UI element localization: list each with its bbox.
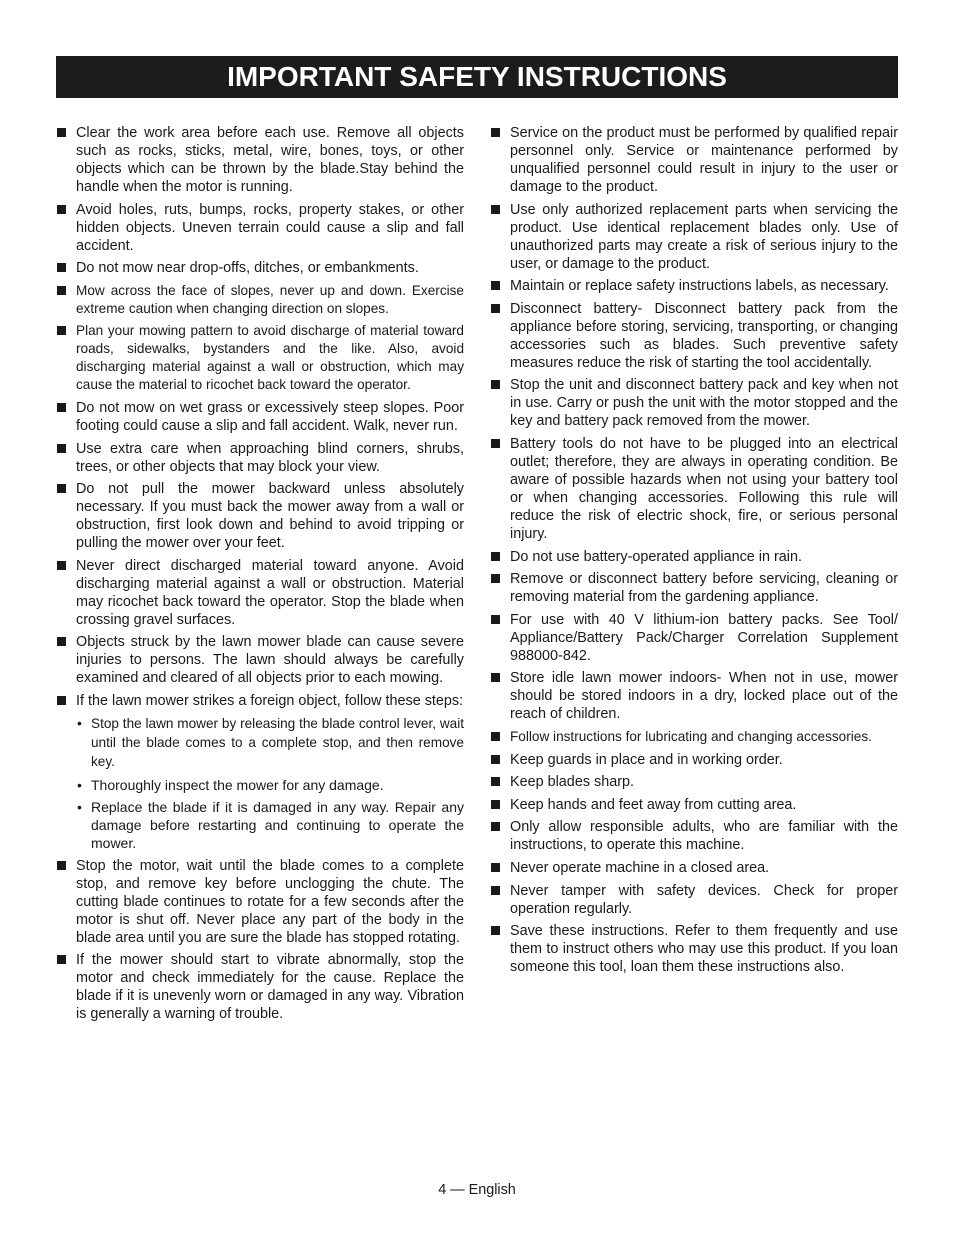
list-item: Objects struck by the lawn mower blade can cause severe injuries to persons. The lawn should always be carefully examined and cleared of all objects prior to each mowing. (56, 633, 464, 687)
square-bullet-icon (57, 286, 66, 295)
list-item: Keep blades sharp. (490, 773, 898, 791)
list-item: Store idle lawn mower indoors- When not in use, mower should be stored indoors in a dry, locked place out of the reach of children. (490, 669, 898, 723)
left-column (56, 124, 464, 1028)
list-item: Stop the motor, wait until the blade comes to a complete stop, and remove key before unclogging the chute. The cutting blade continues to rotate for a few seconds after the motor is shut off. Never place any part of the body in the blade area until you are sure the blade has stopped rotating. (56, 857, 464, 947)
list-item: Battery tools do not have to be plugged into an electrical outlet; therefore, they are always in operating condition. Be aware of possible hazards when not using your battery tool or when changing accessories. Following this rule will reduce the risk of electric shock, fire, or serious personal injury. (490, 435, 898, 543)
square-bullet-icon (57, 205, 66, 214)
square-bullet-icon (57, 637, 66, 646)
list-item: Keep hands and feet away from cutting area. (490, 796, 898, 814)
square-bullet-icon (491, 800, 500, 809)
list-item: Plan your mowing pattern to avoid discharge of material toward roads, sidewalks, bystanders and the like. Also, avoid discharging material against a wall or obstruction, which may cause the material to ricochet back toward the operator. (56, 322, 464, 394)
right-instruction-list (490, 124, 898, 976)
list-item: Use extra care when approaching blind corners, shrubs, trees, or other objects that may block your view. (56, 440, 464, 476)
list-item: Avoid holes, ruts, bumps, rocks, property stakes, or other hidden objects. Uneven terrain could cause a slip and fall accident. (56, 201, 464, 255)
square-bullet-icon (491, 732, 500, 741)
sub-list-item: • Replace the blade if it is damaged in any way. Repair any damage before restarting and continuing to operate the mower. (77, 799, 464, 852)
square-bullet-icon (57, 955, 66, 964)
square-bullet-icon (491, 886, 500, 895)
square-bullet-icon (491, 304, 500, 313)
round-bullet-icon: • (77, 799, 82, 816)
right-column (490, 124, 898, 981)
list-item: Use only authorized replacement parts when servicing the product. Use identical replacement blades only. Use of unauthorized parts may create a risk of serious injury to the user, or damage to the product. (490, 201, 898, 273)
list-item: Maintain or replace safety instructions labels, as necessary. (490, 277, 898, 295)
square-bullet-icon (57, 128, 66, 137)
list-item: Follow instructions for lubricating and changing accessories. (490, 728, 898, 746)
square-bullet-icon (491, 926, 500, 935)
square-bullet-icon (491, 863, 500, 872)
page-number: 4 — English (438, 1182, 516, 1198)
list-item: Do not mow on wet grass or excessively steep slopes. Poor footing could cause a slip and fall accident. Walk, never run. (56, 399, 464, 435)
page-footer (0, 1182, 954, 1198)
list-item: Keep guards in place and in working order. (490, 751, 898, 769)
square-bullet-icon (491, 822, 500, 831)
list-item: Never tamper with safety devices. Check for proper operation regularly. (490, 882, 898, 918)
square-bullet-icon (57, 696, 66, 705)
square-bullet-icon (57, 861, 66, 870)
square-bullet-icon (57, 484, 66, 493)
list-item: Remove or disconnect battery before servicing, cleaning or removing material from the gardening appliance. (490, 570, 898, 606)
list-item: Never operate machine in a closed area. (490, 859, 898, 877)
list-item: Never direct discharged material toward anyone. Avoid discharging material against a wall or obstruction. Material may ricochet back toward the operator. Stop the blade when crossing gravel surfaces. (56, 557, 464, 629)
square-bullet-icon (491, 439, 500, 448)
list-item: Save these instructions. Refer to them frequently and use them to instruct others who may use this product. If you loan someone this tool, loan them these instructions also. (490, 922, 898, 976)
page-title-banner (56, 56, 898, 98)
square-bullet-icon (491, 777, 500, 786)
square-bullet-icon (491, 552, 500, 561)
list-item: If the mower should start to vibrate abnormally, stop the motor and check immediately for the cause. Replace the blade if it is unevenly worn or damaged in any way. Vibration is generally a warning of trouble. (56, 951, 464, 1023)
square-bullet-icon (491, 380, 500, 389)
square-bullet-icon (57, 326, 66, 335)
square-bullet-icon (57, 444, 66, 453)
list-item: Do not mow near drop-offs, ditches, or embankments. (56, 259, 464, 277)
foreign-object-steps (76, 714, 464, 852)
list-item: Clear the work area before each use. Remove all objects such as rocks, sticks, metal, wire, bones, toys, or other objects which can be thrown by the blade.Stay behind the handle when the motor is running. (56, 124, 464, 196)
round-bullet-icon: • (77, 776, 82, 793)
round-bullet-icon: • (77, 714, 82, 731)
square-bullet-icon (491, 615, 500, 624)
left-instruction-list (56, 124, 464, 1023)
list-item: Disconnect battery- Disconnect battery pack from the appliance before storing, servicing, transporting, or changing accessories such as blades. Such preventive safety measures reduce the risk of starting the tool accidentally. (490, 300, 898, 372)
page-title: IMPORTANT SAFETY INSTRUCTIONS (227, 61, 727, 92)
square-bullet-icon (57, 263, 66, 272)
list-item: If the lawn mower strikes a foreign object, follow these steps: • Stop the lawn mower by releasing the blade control lever, wait until the blade comes to a complete stop, and then remove key. • Thoroughly inspect the mower for any damage. • Replace the blade if it is damaged in any way. Repair any damage before restarting and continuing to operate the mower. (56, 692, 464, 852)
square-bullet-icon (491, 755, 500, 764)
square-bullet-icon (491, 281, 500, 290)
list-item: Do not pull the mower backward unless absolutely necessary. If you must back the mower away from a wall or obstruction, first look down and behind to avoid tripping or pulling the mower over your feet. (56, 480, 464, 552)
square-bullet-icon (491, 205, 500, 214)
square-bullet-icon (57, 561, 66, 570)
sub-list-item: • Stop the lawn mower by releasing the blade control lever, wait until the blade comes to a complete stop, and then remove key. (77, 714, 464, 769)
square-bullet-icon (491, 128, 500, 137)
list-item: Stop the unit and disconnect battery pack and key when not in use. Carry or push the unit with the motor stopped and the key and battery pack removed from the mower. (490, 376, 898, 430)
sub-list-item: • Thoroughly inspect the mower for any damage. (77, 776, 384, 793)
square-bullet-icon (57, 403, 66, 412)
list-item: Service on the product must be performed by qualified repair personnel only. Service or maintenance performed by unqualified personnel could result in injury to the user or damage to the product. (490, 124, 898, 196)
list-item: Mow across the face of slopes, never up and down. Exercise extreme caution when changing direction on slopes. (56, 282, 464, 318)
square-bullet-icon (491, 574, 500, 583)
square-bullet-icon (491, 673, 500, 682)
list-item: Do not use battery-operated appliance in rain. (490, 548, 898, 566)
list-item: Only allow responsible adults, who are familiar with the instructions, to operate this machine. (490, 818, 898, 854)
list-item: For use with 40 V lithium-ion battery packs. See Tool/ Appliance/Battery Pack/Charger Correlation Supplement 988000-842. (490, 611, 898, 665)
